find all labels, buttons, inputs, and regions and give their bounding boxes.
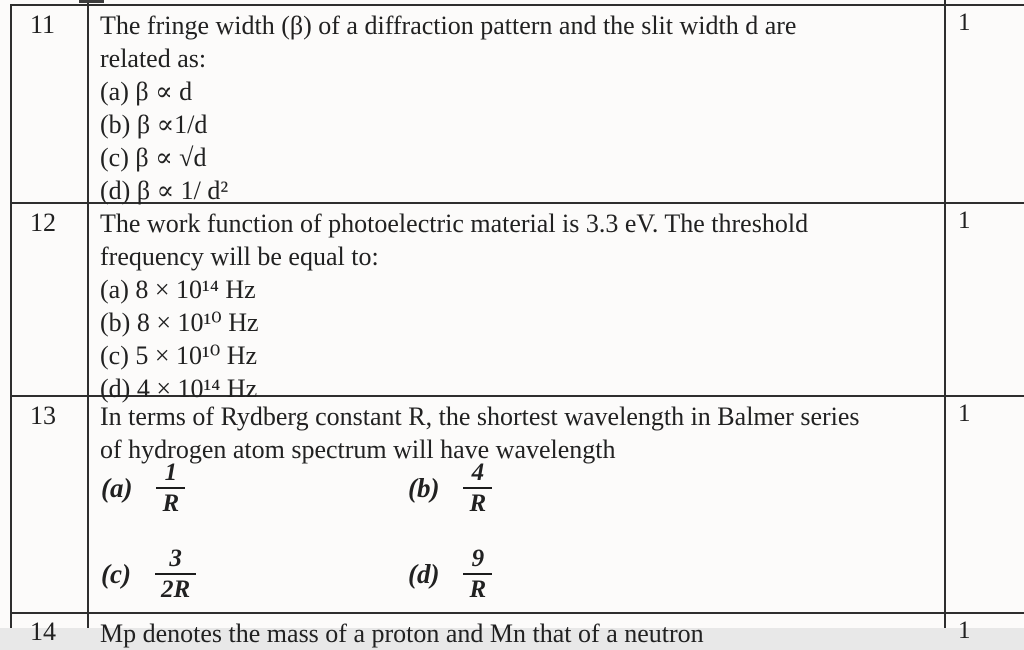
fraction-numerator: 3 [169, 545, 182, 572]
fraction-numerator: 4 [471, 459, 485, 486]
option-a: (a) 8 × 10¹⁴ Hz [100, 275, 256, 304]
option-b: (b) 8 × 10¹⁰ Hz [100, 308, 259, 337]
question-number: 12 [30, 208, 56, 237]
fraction-denominator: R [463, 487, 492, 517]
option-label: (d) [408, 558, 440, 589]
marks-value: 1 [958, 9, 971, 36]
fraction-denominator: R [156, 487, 185, 517]
clipped-text-fragment [79, 0, 104, 3]
marks-value: 1 [958, 207, 971, 234]
fraction [463, 459, 492, 517]
question-row-14-partial [0, 612, 1024, 648]
option-b: (b) β ∝1/d [100, 110, 208, 139]
fraction-denominator: 2R [155, 573, 196, 603]
fraction-numerator: 1 [164, 459, 178, 486]
question-number: 14 [30, 617, 56, 646]
option-d: (d) β ∝ 1/ d² [100, 176, 229, 205]
question-text-line: of hydrogen atom spectrum will have wavelength [100, 435, 616, 464]
question-text-line: frequency will be equal to: [100, 242, 379, 271]
fraction [155, 545, 196, 603]
question-row-11 [0, 4, 1024, 205]
option-b [408, 459, 492, 517]
question-text-line: The work function of photoelectric material is 3.3 eV. The threshold [100, 209, 809, 238]
option-c: (c) 5 × 10¹⁰ Hz [100, 341, 258, 370]
question-row-12 [0, 202, 1024, 403]
question-text-line: Mp denotes the mass of a proton and Mn that of a neutron [100, 619, 704, 648]
question-cell [87, 202, 944, 403]
option-d [408, 545, 492, 603]
question-text-line: In terms of Rydberg constant R, the shortest wavelength in Balmer series [100, 402, 860, 431]
question-number: 11 [30, 10, 56, 39]
question-cell [87, 612, 944, 648]
fraction [463, 545, 492, 603]
question-text-line: The fringe width (β) of a diffraction pattern and the slit width d are [100, 11, 797, 40]
question-row-13 [0, 395, 1024, 612]
option-label: (a) [101, 472, 133, 503]
marks-value: 1 [958, 617, 971, 644]
question-cell [87, 4, 944, 205]
option-a [101, 459, 185, 517]
fraction [156, 459, 185, 517]
option-label: (b) [408, 472, 440, 503]
fraction-denominator: R [463, 573, 492, 603]
option-c: (c) β ∝ √d [100, 143, 207, 172]
fraction-options-area [87, 395, 944, 612]
marks-value: 1 [958, 400, 971, 427]
fraction-numerator: 9 [471, 545, 485, 572]
question-number: 13 [30, 401, 56, 430]
option-d: (d) 4 × 10¹⁴ Hz [100, 374, 258, 403]
option-label: (c) [101, 558, 131, 589]
option-a: (a) β ∝ d [100, 77, 193, 106]
question-text-line: related as: [100, 44, 207, 73]
option-c [101, 545, 196, 603]
